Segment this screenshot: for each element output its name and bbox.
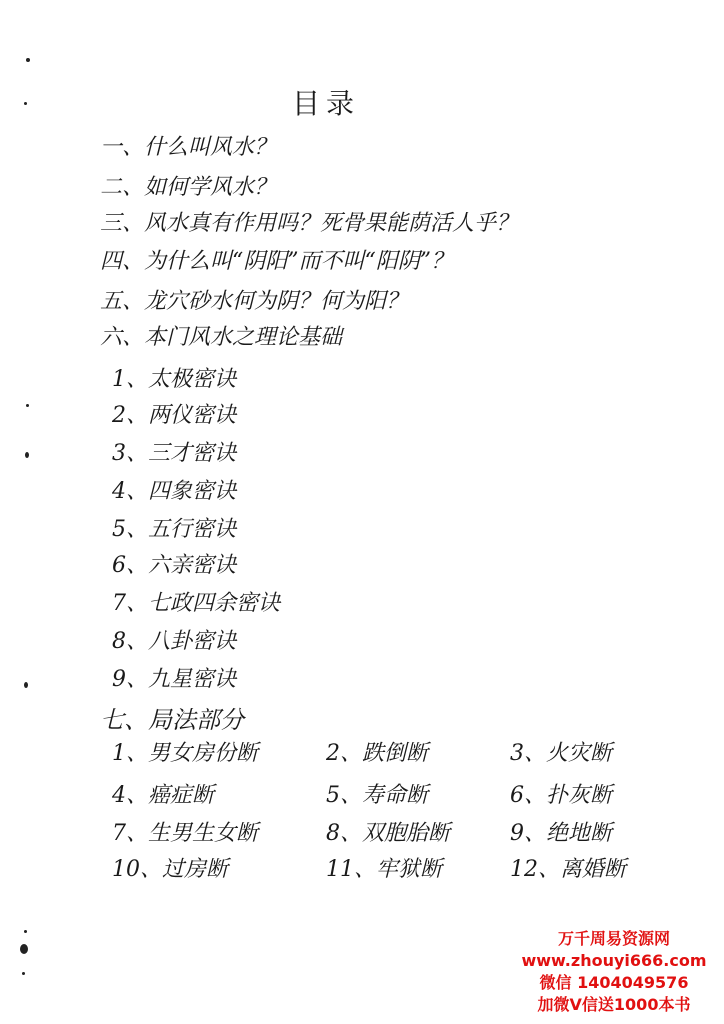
toc-subitem-4: 4、四象密诀	[112, 479, 236, 504]
scan-speck	[24, 682, 28, 688]
toc-section-6: 六、本门风水之理论基础	[100, 325, 343, 350]
watermark	[514, 928, 714, 1016]
grid-item-9: 9、绝地断	[510, 821, 612, 846]
toc-section-7: 七、局法部分	[100, 706, 244, 734]
toc-subitem-7: 7、七政四余密诀	[112, 591, 280, 616]
grid-item-7: 7、生男生女断	[112, 821, 258, 846]
grid-item-12: 12、离婚断	[510, 857, 626, 882]
toc-subitem-9: 9、九星密诀	[112, 667, 236, 692]
scan-speck	[20, 944, 28, 954]
toc-subitem-2: 2、两仪密诀	[112, 403, 236, 428]
grid-item-6: 6、扑灰断	[510, 783, 612, 808]
toc-subitem-8: 8、八卦密诀	[112, 629, 236, 654]
scan-speck	[25, 452, 29, 458]
grid-item-10: 10、过房断	[112, 857, 228, 882]
toc-section-2: 二、如何学风水？	[100, 175, 277, 200]
toc-subitem-6: 6、六亲密诀	[112, 553, 236, 578]
toc-subitem-1: 1、太极密诀	[112, 367, 236, 392]
watermark-line-4: 加微V信送1000本书	[537, 995, 691, 1014]
scan-speck	[24, 930, 27, 933]
scan-speck	[22, 972, 25, 975]
toc-section-5: 五、龙穴砂水何为阴？何为阳？	[100, 289, 409, 314]
toc-section-1: 一、什么叫风水？	[100, 135, 277, 160]
watermark-line-1: 万千周易资源网	[557, 929, 670, 948]
grid-item-3: 3、火灾断	[510, 741, 612, 766]
grid-item-1: 1、男女房份断	[112, 741, 258, 766]
grid-item-2: 2、跌倒断	[326, 741, 428, 766]
grid-item-11: 11、牢狱断	[326, 857, 442, 882]
grid-item-5: 5、寿命断	[326, 783, 428, 808]
grid-item-4: 4、癌症断	[112, 783, 214, 808]
page-title: 目录	[292, 87, 361, 120]
watermark-line-2: www.zhouyi666.com	[521, 951, 707, 970]
watermark-line-3: 微信 1404049576	[539, 973, 689, 992]
scan-speck	[24, 102, 27, 105]
toc-section-4: 四、为什么叫“阴阳”而不叫“阳阴”？	[100, 249, 453, 274]
toc-section-3: 三、风水真有作用吗？死骨果能荫活人乎？	[100, 211, 519, 236]
scan-speck	[26, 404, 29, 407]
grid-item-8: 8、双胞胎断	[326, 821, 450, 846]
toc-subitem-5: 5、五行密诀	[112, 517, 236, 542]
toc-subitem-3: 3、三才密诀	[112, 441, 236, 466]
scan-speck	[26, 58, 30, 62]
